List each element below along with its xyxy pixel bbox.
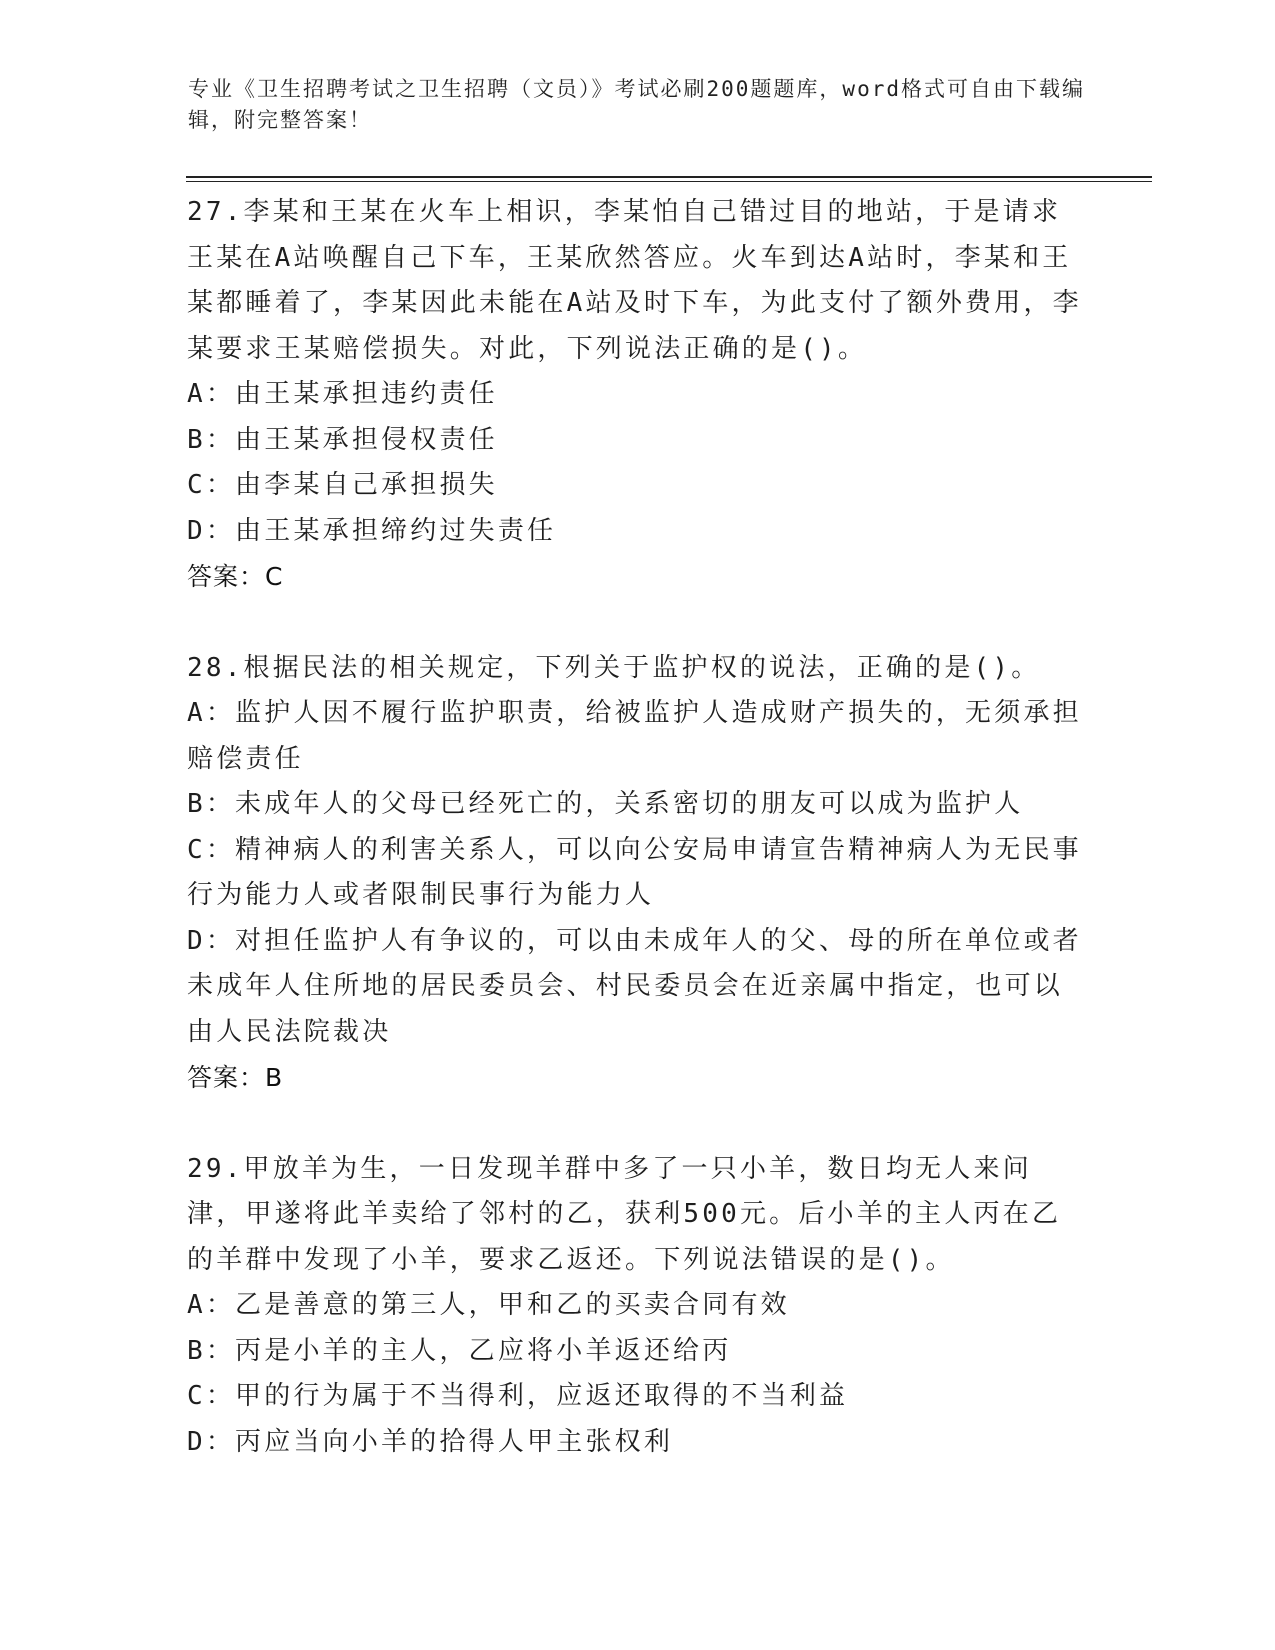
option-d: D：由王某承担缔约过失责任 (187, 515, 557, 546)
page-header: 专业《卫生招聘考试之卫生招聘（文员）》考试必刷200题题库，word格式可自由下载编辑，附完整答案！ (188, 77, 1085, 132)
option-d: D：丙应当向小羊的拾得人甲主张权利 (187, 1426, 674, 1457)
option-b: B：由王某承担侵权责任 (187, 424, 498, 455)
question-stem: 27.李某和王某在火车上相识，李某怕自己错过目的地站，于是请求王某在A站唤醒自己下车，王某欣然答应。火车到达A站时，李某和王某都睡着了，李某因此未能在A站及时下车，为此支付了额外费用，李某要求王某赔偿损失。对此，下列说法正确的是()。 (187, 197, 1082, 364)
option-b: B：丙是小羊的主人，乙应将小羊返还给丙 (187, 1335, 732, 1366)
option-c: C：精神病人的利害关系人，可以向公安局申请宣告精神病人为无民事行为能力人或者限制民事行为能力人 (187, 834, 1082, 910)
option-a: A：乙是善意的第三人，甲和乙的买卖合同有效 (187, 1290, 790, 1320)
answer-line: 答案：C (187, 562, 284, 591)
question-spacer (187, 600, 1087, 646)
option-c: C：甲的行为属于不当得利，应返还取得的不当利益 (187, 1381, 849, 1411)
question-list (187, 190, 1087, 1465)
question-stem: 28.根据民法的相关规定，下列关于监护权的说法，正确的是()。 (187, 652, 1041, 683)
option-a: A：由王某承担违约责任 (187, 379, 498, 409)
question-stem: 29.甲放羊为生，一日发现羊群中多了一只小羊，数日均无人来问津，甲遂将此羊卖给了邻村的乙，获利500元。后小羊的主人丙在乙的羊群中发现了小羊，要求乙返还。下列说法错误的是()。 (187, 1153, 1062, 1275)
option-a: A：监护人因不履行监护职责，给被监护人造成财产损失的，无须承担赔偿责任 (187, 698, 1082, 774)
option-d: D：对担任监护人有争议的，可以由未成年人的父、母的所在单位或者未成年人住所地的居民委员会、村民委员会在近亲属中指定，也可以由人民法院裁决 (187, 925, 1082, 1047)
question-29 (187, 1147, 1087, 1466)
option-b: B：未成年人的父母已经死亡的，关系密切的朋友可以成为监护人 (187, 789, 1024, 819)
answer-line: 答案：B (187, 1063, 284, 1092)
header-rule-thick (186, 176, 1152, 178)
question-27 (187, 190, 1087, 600)
option-c: C：由李某自己承担损失 (187, 470, 498, 500)
question-28 (187, 646, 1087, 1101)
header-rule-thin (186, 181, 1152, 182)
question-spacer (187, 1101, 1087, 1147)
